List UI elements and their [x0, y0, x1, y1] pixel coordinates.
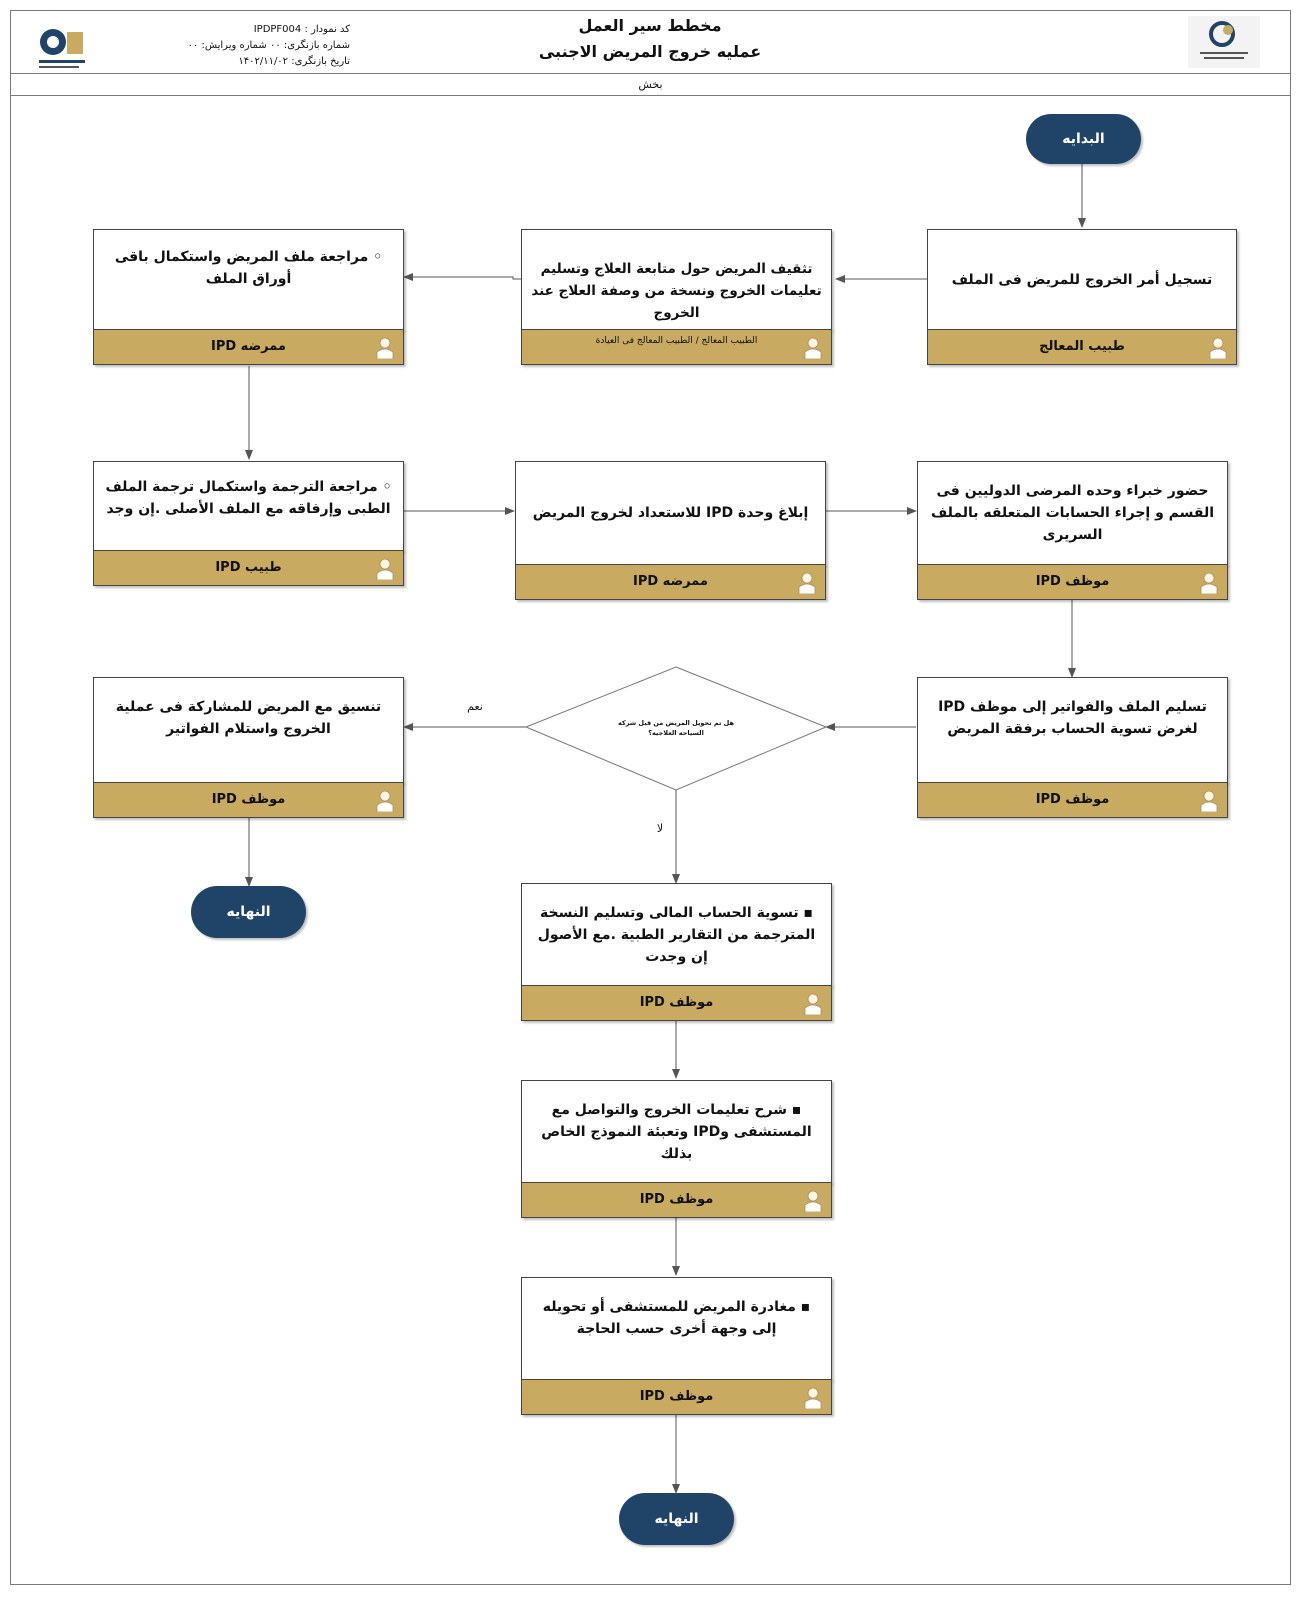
page-subtitle: عمليه خروج المريض الاجنبى	[538, 42, 762, 61]
role-lane	[93, 550, 404, 586]
yes-label: نعم	[467, 700, 483, 713]
task-handover-invoices	[917, 677, 1228, 818]
task-explain-instructions	[521, 1080, 832, 1218]
chart-code: کد نمودار : IPDPF004	[253, 24, 350, 35]
person-icon	[803, 993, 823, 1015]
role-label: ممرضه IPD	[211, 339, 286, 354]
task-text: ▪ مغادرة المريض للمستشفى أو تحويله إلى وجهة أخرى حسب الحاجة	[521, 1277, 832, 1380]
role-label: الطبيب المعالج / الطبيب المعالج فى العيادة	[595, 336, 758, 346]
task-text: ▪ شرح تعليمات الخروج والتواصل مع المستشفى وIPD وتعبئة النموذج الخاص بذلك	[521, 1080, 832, 1183]
person-icon	[1199, 572, 1219, 594]
role-lane	[521, 1182, 832, 1218]
task-text: تنسيق مع المريض للمشاركة فى عملية الخروج واستلام الفواتير	[93, 677, 404, 783]
person-icon	[375, 790, 395, 812]
task-text: تسليم الملف والفواتير إلى موظف IPD لغرض تسوية الحساب برفقة المريض	[917, 677, 1228, 783]
revision-number: شماره بازنگری: ۰۰ شماره ویرایش: ۰۰	[187, 40, 350, 51]
task-text: إبلاغ وحدة IPD للاستعداد لخروج المريض	[515, 461, 826, 565]
role-label: موظف IPD	[1035, 574, 1110, 589]
person-icon	[803, 1387, 823, 1409]
role-lane	[93, 782, 404, 818]
section-label: بخش	[10, 74, 1291, 96]
task-coordinate-patient	[93, 677, 404, 818]
end-node-bottom: النهايه	[619, 1493, 734, 1545]
no-label: لا	[656, 822, 664, 835]
task-patient-departure	[521, 1277, 832, 1415]
role-label: موظف IPD	[1035, 792, 1110, 807]
task-notify-ipd	[515, 461, 826, 600]
person-icon	[1199, 790, 1219, 812]
revision-date: تاریخ بازنگری: ۱۴۰۲/۱۱/۰۲	[238, 56, 350, 67]
task-text: تثقيف المريض حول متابعة العلاج وتسليم تعليمات الخروج ونسخة من وصفة العلاج عند الخروج	[521, 229, 832, 330]
task-review-file	[93, 229, 404, 365]
role-lane	[93, 329, 404, 365]
role-lane	[917, 564, 1228, 600]
task-review-translation	[93, 461, 404, 586]
role-label: موظف IPD	[639, 995, 714, 1010]
role-label: طبيب المعالج	[1039, 339, 1125, 354]
task-educate-patient	[521, 229, 832, 365]
person-icon	[797, 572, 817, 594]
role-lane	[521, 329, 832, 365]
role-label: موظف IPD	[639, 1192, 714, 1207]
task-text: ▪ تسوية الحساب المالى وتسليم النسخة المترجمة من التقارير الطبية .مع الأصول إن وجدت	[521, 883, 832, 986]
decision-question: هل تم تحويل المريض من قبل شركه السياحه العلاجيه؟	[618, 719, 734, 737]
role-lane	[917, 782, 1228, 818]
task-ipd-experts	[917, 461, 1228, 600]
role-label: ممرضه IPD	[633, 574, 708, 589]
task-financial-settlement	[521, 883, 832, 1021]
start-node: البدايه	[1026, 114, 1141, 164]
role-lane	[521, 1379, 832, 1415]
page-title: مخطط سير العمل	[578, 16, 722, 35]
person-icon	[803, 1190, 823, 1212]
person-icon	[375, 337, 395, 359]
role-label: موظف IPD	[211, 792, 286, 807]
person-icon	[1208, 337, 1228, 359]
task-register-discharge	[927, 229, 1237, 365]
role-label: موظف IPD	[639, 1389, 714, 1404]
task-text: تسجيل أمر الخروج للمريض فى الملف	[927, 229, 1237, 330]
person-icon	[803, 337, 823, 359]
role-label: طبيب IPD	[215, 560, 282, 575]
task-text: ◦ مراجعة ملف المريض واستكمال باقى أوراق الملف	[93, 229, 404, 330]
person-icon	[375, 558, 395, 580]
role-lane	[515, 564, 826, 600]
role-lane	[927, 329, 1237, 365]
role-lane	[521, 985, 832, 1021]
task-text: حضور خبراء وحده المرضى الدوليين فى القسم و إجراء الحسابات المتعلقه بالملف السريرى	[917, 461, 1228, 565]
task-text: ◦ مراجعة الترجمة واستكمال ترجمة الملف الطبى وإرفاقه مع الملف الأصلى .إن وجد	[93, 461, 404, 551]
end-node-left: النهايه	[191, 886, 306, 938]
